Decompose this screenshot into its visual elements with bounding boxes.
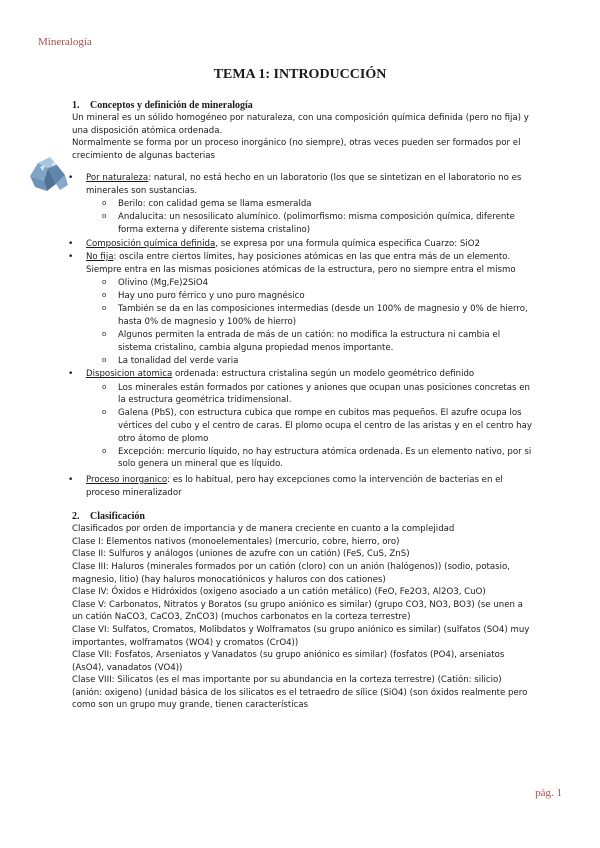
page-number: pág. 1 bbox=[535, 787, 562, 799]
page-title: TEMA 1: INTRODUCCIÓN bbox=[213, 67, 387, 82]
running-header: Mineralogía bbox=[38, 36, 92, 48]
classification-line: Clase VII: Fosfatos, Arseniatos y Vanadatos (su grupo aniónico es similar) (fosfatos (PO4), arseniatos (AsO4), vanadatos (VO4)) bbox=[72, 650, 505, 673]
list-item: • Proceso inorganico: es lo habitual, pero hay excepciones como la intervención de bacterias en el proceso mineralizador bbox=[72, 474, 532, 499]
section-2 bbox=[72, 510, 532, 712]
sub-list-item: o Andalucita: un nesosilicato alumínico. (polimorfismo: misma composición química, diferente forma externa y diferente sistema cristalino) bbox=[102, 211, 532, 236]
sub-list-item: o Berilo: con calidad gema se llama esmeralda bbox=[102, 198, 532, 211]
sub-list-item: o Excepción: mercurio líquido, no hay estructura atómica ordenada. Es un elemento nativo, por si solo genera un mineral que es líquido. bbox=[102, 446, 532, 471]
sub-list-item: o La tonalidad del verde varia bbox=[102, 355, 532, 368]
classification-line: Clase IV: Óxidos e Hidróxidos (oxigeno asociado a un catión metálico) (FeO, Fe2O3, Al2O3, CuO) bbox=[72, 587, 486, 598]
sub-list-item: o Hay uno puro férrico y uno puro magnésico bbox=[102, 290, 532, 303]
classification-line: Clase I: Elementos nativos (monoelementales) (mercurio, cobre, hierro, oro) bbox=[72, 536, 400, 547]
paragraph: Normalmente se forma por un proceso inorgánico (no siempre), otras veces pueden ser formados por el crecimiento de algunas bacterias bbox=[72, 138, 521, 161]
classification-line: Clase VIII: Silicatos (es el mas importante por su abundancia en la corteza terrestre) (Catión: silicio) (anión: oxigeno) (unidad básica de los silicatos es el tetraedro de sílice (SiO4) (son óxidos realmente pero como son un grupo muy grande, tienen características bbox=[72, 675, 528, 711]
document-body bbox=[72, 99, 532, 712]
sub-list-item: o Algunos permiten la entrada de más de un catión: no modifica la estructura ni cambia el sistema cristalino, cambia alguna propiedad menos importante. bbox=[102, 329, 532, 354]
sub-list-item: o Los minerales están formados por cationes y aniones que ocupan unas posiciones concretas en la estructura geométrica tridimensional. bbox=[102, 382, 532, 407]
list-item: • Disposicion atomica ordenada: estructura cristalina según un modelo geométrico definido o Los minerales están formados por cationes y aniones que ocupan unas posiciones concretas en la estructura geométrica tridimensional. o Galena (PbS), con estructura cubica que rompe en cubitos mas pequeños. El azufre ocupa los vértices del cubo y el centro de caras. El plomo ocupa el centro de las aristas y en el centro hay otro átomo de plomo o Excepción: mercurio líquido, no hay estructura atómica ordenada. Es un elemento nativo, por si solo genera un mineral que es líquido. bbox=[72, 368, 532, 471]
sub-list-item: o Olivino (Mg,Fe)2SiO4 bbox=[102, 277, 532, 290]
mineral-crystal-icon bbox=[26, 154, 70, 194]
classification-line: Clase V: Carbonatos, Nitratos y Boratos (su grupo aniónico es similar) (grupo CO3, NO3, BO3) (se unen a un catión NaCO3, CaCO3, ZnCO3) (muchos carbonatos en la corteza terrestre) bbox=[72, 599, 523, 623]
classification-line: Clasificados por orden de importancia y de manera creciente en cuanto a la complejidad bbox=[72, 524, 455, 535]
sub-list-item: o También se da en las composiciones intermedias (desde un 100% de magnesio y 0% de hierro, hasta 0% de magnesio y 100% de hierro) bbox=[102, 303, 532, 328]
list-item: • Composición química definida, se expresa por una formula química especifica Cuarzo: SiO2 bbox=[72, 238, 532, 251]
list-item: • No fija: oscila entre ciertos límites, hay posiciones atómicas en las que entra más de un elemento. Siempre entra en las mismas posiciones atómicas de la estructura, pero no siempre entra el mismo o Olivino (Mg,Fe)2SiO4 o Hay uno puro férrico y uno puro magnésico o También se da en las composiciones intermedias (desde un 100% de magnesio y 0% de hierro, hasta 0% de magnesio y 100% de hierro) o Algunos permiten la entrada de más de un catión: no modifica la estructura ni cambia el sistema cristalino, cambia alguna propiedad menos importante. o La tonalidad del verde varia bbox=[72, 251, 532, 367]
sub-list-item: o Galena (PbS), con estructura cubica que rompe en cubitos mas pequeños. El azufre ocupa los vértices del cubo y el centro de caras. El plomo ocupa el centro de las aristas y en el centro hay otro átomo de plomo bbox=[102, 407, 532, 445]
classification-line: Clase III: Haluros (minerales formados por un catión (cloro) con un anión (halógenos)) (sodio, potasio, magnesio, litio) (hay haluros monocatiónicos y haluros con dos cationes) bbox=[72, 561, 510, 585]
classification-line: Clase VI: Sulfatos, Cromatos, Molibdatos y Wolframatos (su grupo aniónico es similar) (sulfatos (SO4) muy importantes, wolframatos (WO4) y cromatos (CrO4)) bbox=[72, 624, 530, 648]
paragraph: Un mineral es un sólido homogéneo por naturaleza, con una composición química definida (pero no fija) y una disposición atómica ordenada. bbox=[72, 113, 529, 136]
section-1-heading: 1. Conceptos y definición de mineralogía bbox=[72, 100, 253, 111]
definition-list bbox=[72, 172, 532, 499]
classification-line: Clase II: Sulfuros y análogos (uniones de azufre con un catión) (FeS, CuS, ZnS) bbox=[72, 549, 410, 560]
section-2-heading: 2. Clasificación bbox=[72, 511, 145, 523]
list-item: • Por naturaleza: natural, no está hecho en un laboratorio (los que se sintetizan en el laboratorio no es minerales son sustancias. o Berilo: con calidad gema se llama esmeralda o Andalucita: un nesosilicato alumínico. (polimorfismo: misma composición química, diferente forma externa y diferente sistema cristalino) bbox=[72, 172, 532, 236]
